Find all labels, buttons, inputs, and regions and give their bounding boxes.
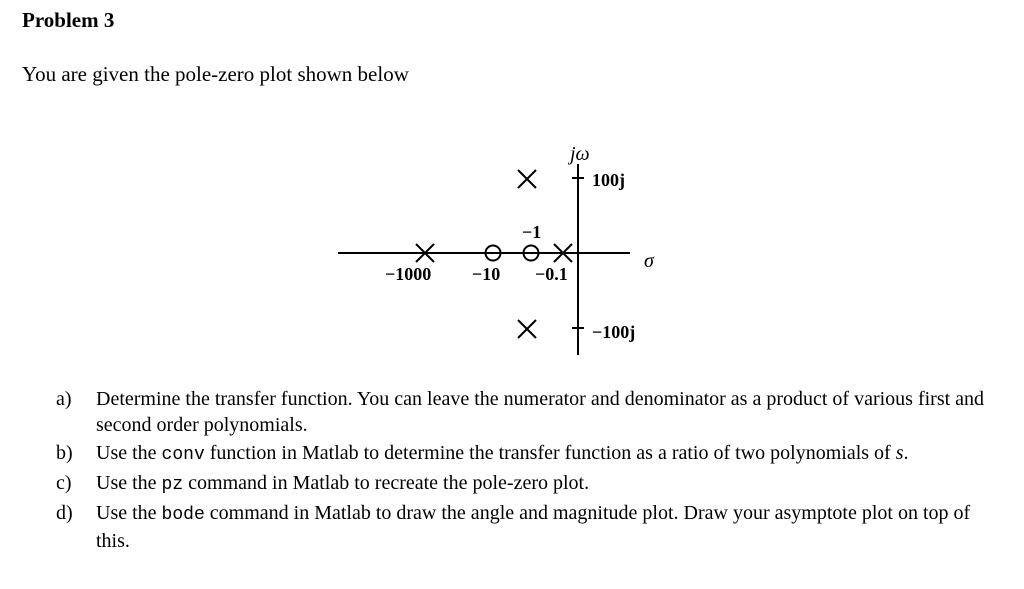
pole-zero-plot: [330, 140, 690, 360]
question-text-part: command in Matlab to draw the angle and magnitude plot. Draw your asymptote plot on top of this.: [96, 502, 971, 552]
code-pz: pz: [161, 475, 184, 495]
problem-intro: You are given the pole-zero plot shown below: [22, 62, 409, 86]
question-text-part: Use the: [96, 502, 162, 524]
question-text-part: Use the: [96, 442, 162, 464]
question-a: [56, 386, 996, 438]
code-bode: bode: [161, 505, 205, 525]
question-b: [56, 440, 996, 468]
question-c: [56, 470, 996, 498]
label-neg-1000: −1000: [385, 264, 432, 284]
label-neg-10: −10: [472, 264, 501, 284]
pole-upper: [518, 170, 536, 188]
question-text: [96, 470, 996, 498]
question-d: [56, 500, 996, 554]
label-neg-0-1: −0.1: [535, 264, 568, 284]
question-text: [96, 440, 996, 468]
imag-axis-label: jω: [570, 143, 590, 165]
question-text-part: command in Matlab to recreate the pole-zero plot.: [183, 472, 590, 494]
label-pos-100j: 100j: [592, 170, 625, 190]
variable-s: s: [895, 442, 904, 464]
question-text: Determine the transfer function. You can leave the numerator and denominator as a product of various first and second order polynomials.: [96, 388, 985, 436]
question-text-part: .: [903, 442, 909, 464]
question-text: [96, 500, 996, 554]
question-label: c): [56, 472, 72, 494]
question-text-part: Use the: [96, 472, 162, 494]
code-conv: conv: [161, 445, 205, 465]
question-label: d): [56, 502, 73, 524]
real-axis-label: σ: [644, 250, 654, 272]
question-list: [56, 386, 996, 556]
problem-title: Problem 3: [22, 8, 115, 32]
question-label: b): [56, 442, 73, 464]
label-neg-100j: −100j: [592, 322, 636, 342]
question-text-part: function in Matlab to determine the transfer function as a ratio of two polynomials of: [204, 442, 896, 464]
label-neg-1: −1: [522, 222, 542, 242]
question-label: a): [56, 388, 72, 410]
pole-lower: [518, 320, 536, 338]
